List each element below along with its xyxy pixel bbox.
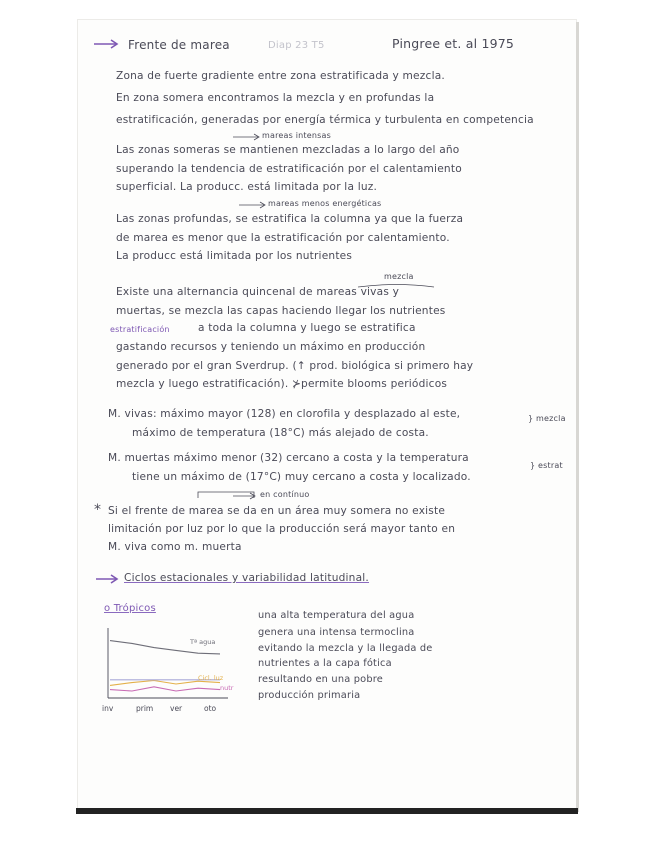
page-edge-right	[576, 22, 579, 812]
p5-line-2: máximo de temperatura (18°C) más alejado de costa.	[132, 427, 429, 439]
chart-x-tick-label: ver	[170, 704, 183, 713]
p4-line-6: mezcla y luego estratificación). ⊁permite blooms periódicos	[116, 378, 448, 390]
note-arrow-icon	[232, 492, 258, 500]
p3-note: mareas menos energéticas	[268, 199, 382, 208]
tropics-line-6: producción primaria	[258, 690, 361, 701]
p7-line-2: limitación por luz por lo que la producción será mayor tanto en	[108, 523, 456, 535]
p2-note: mareas intensas	[262, 131, 332, 140]
tropics-subheading: o Trópicos	[104, 603, 156, 614]
tropics-line-4: nutrientes a la capa fótica	[258, 658, 392, 669]
citation: Pingree et. al 1975	[392, 36, 515, 51]
p4-line-3: a toda la columna y luego se estratifica	[198, 322, 416, 334]
p7-line-1: Si el frente de marea se da en un área muy somera no existe	[108, 505, 446, 517]
tropics-line-3: evitando la mezcla y la llegada de	[258, 643, 433, 654]
p3-line-1: Las zonas profundas, se estratifica la columna ya que la fuerza	[116, 213, 464, 225]
tropics-line-5: resultando en una pobre	[258, 674, 384, 685]
chart-annotation-2: nutr	[220, 684, 234, 692]
p4-note: mezcla	[384, 272, 414, 281]
note-arrow-icon	[232, 133, 262, 141]
chart-series-line-2	[110, 687, 220, 691]
slide-reference: Diap 23 T5	[268, 40, 325, 51]
note-arrow-icon	[238, 201, 268, 209]
p5-side-note: } mezcla	[528, 414, 566, 423]
p6-line-1: M. muertas máximo menor (32) cercano a costa y la temperatura	[108, 452, 469, 464]
p1-line-2: En zona somera encontramos la mezcla y en profundas la	[116, 92, 435, 104]
chart-annotation-1: Cicl. luz	[198, 674, 224, 682]
p3-line-3: La producc está limitada por los nutrientes	[116, 250, 353, 262]
p4-line-2: muertas, se mezcla las capas haciendo llegar los nutrientes	[116, 305, 446, 317]
tropics-line-2: genera una intensa termoclina	[258, 627, 415, 638]
p4-line-4: gastando recursos y teniendo un máximo en producción	[116, 341, 426, 353]
p6-line-2: tiene un máximo de (17°C) muy cercano a costa y localizado.	[132, 471, 471, 483]
p1-line-3: estratificación, generadas por energía térmica y turbulenta en competencia	[116, 114, 534, 126]
p7-note: en contínuo	[260, 490, 310, 499]
p3-line-2: de marea es menor que la estratificación por calentamiento.	[116, 232, 450, 244]
section2-heading: Ciclos estacionales y variabilidad latitudinal.	[124, 572, 369, 584]
chart-x-tick-label: oto	[204, 704, 217, 713]
p7-bullet: *	[94, 502, 102, 518]
arrow-icon	[92, 38, 122, 50]
p4-line-5: generado por el gran Sverdrup. (↑ prod. biológica si primero hay	[116, 360, 474, 372]
p4-margin-note: estratificación	[110, 325, 170, 334]
page-edge-bottom	[76, 808, 578, 814]
p5-line-1: M. vivas: máximo mayor (128) en clorofila y desplazado al este,	[108, 408, 461, 420]
chart-x-tick-label: prim	[136, 704, 154, 713]
p7-line-3: M. viva como m. muerta	[108, 541, 242, 553]
tropics-seasonal-chart	[98, 618, 248, 718]
chart-x-tick-label: inv	[102, 704, 114, 713]
p2-line-1: Las zonas someras se mantienen mezcladas a lo largo del año	[116, 144, 460, 156]
p1-line-1: Zona de fuerte gradiente entre zona estratificada y mezcla.	[116, 70, 445, 82]
section-title: Frente de marea	[128, 38, 230, 52]
p4-line-1: Existe una alternancia quincenal de mareas vivas y	[116, 286, 400, 298]
tropics-line-1: una alta temperatura del agua	[258, 610, 415, 621]
arrow-icon	[94, 573, 122, 585]
p6-side-note: } estrat	[530, 461, 563, 470]
chart-annotation-0: Tª agua	[190, 638, 216, 646]
p2-line-2: superando la tendencia de estratificación por el calentamiento	[116, 163, 462, 175]
p2-line-3: superficial. La producc. está limitada por la luz.	[116, 181, 378, 193]
